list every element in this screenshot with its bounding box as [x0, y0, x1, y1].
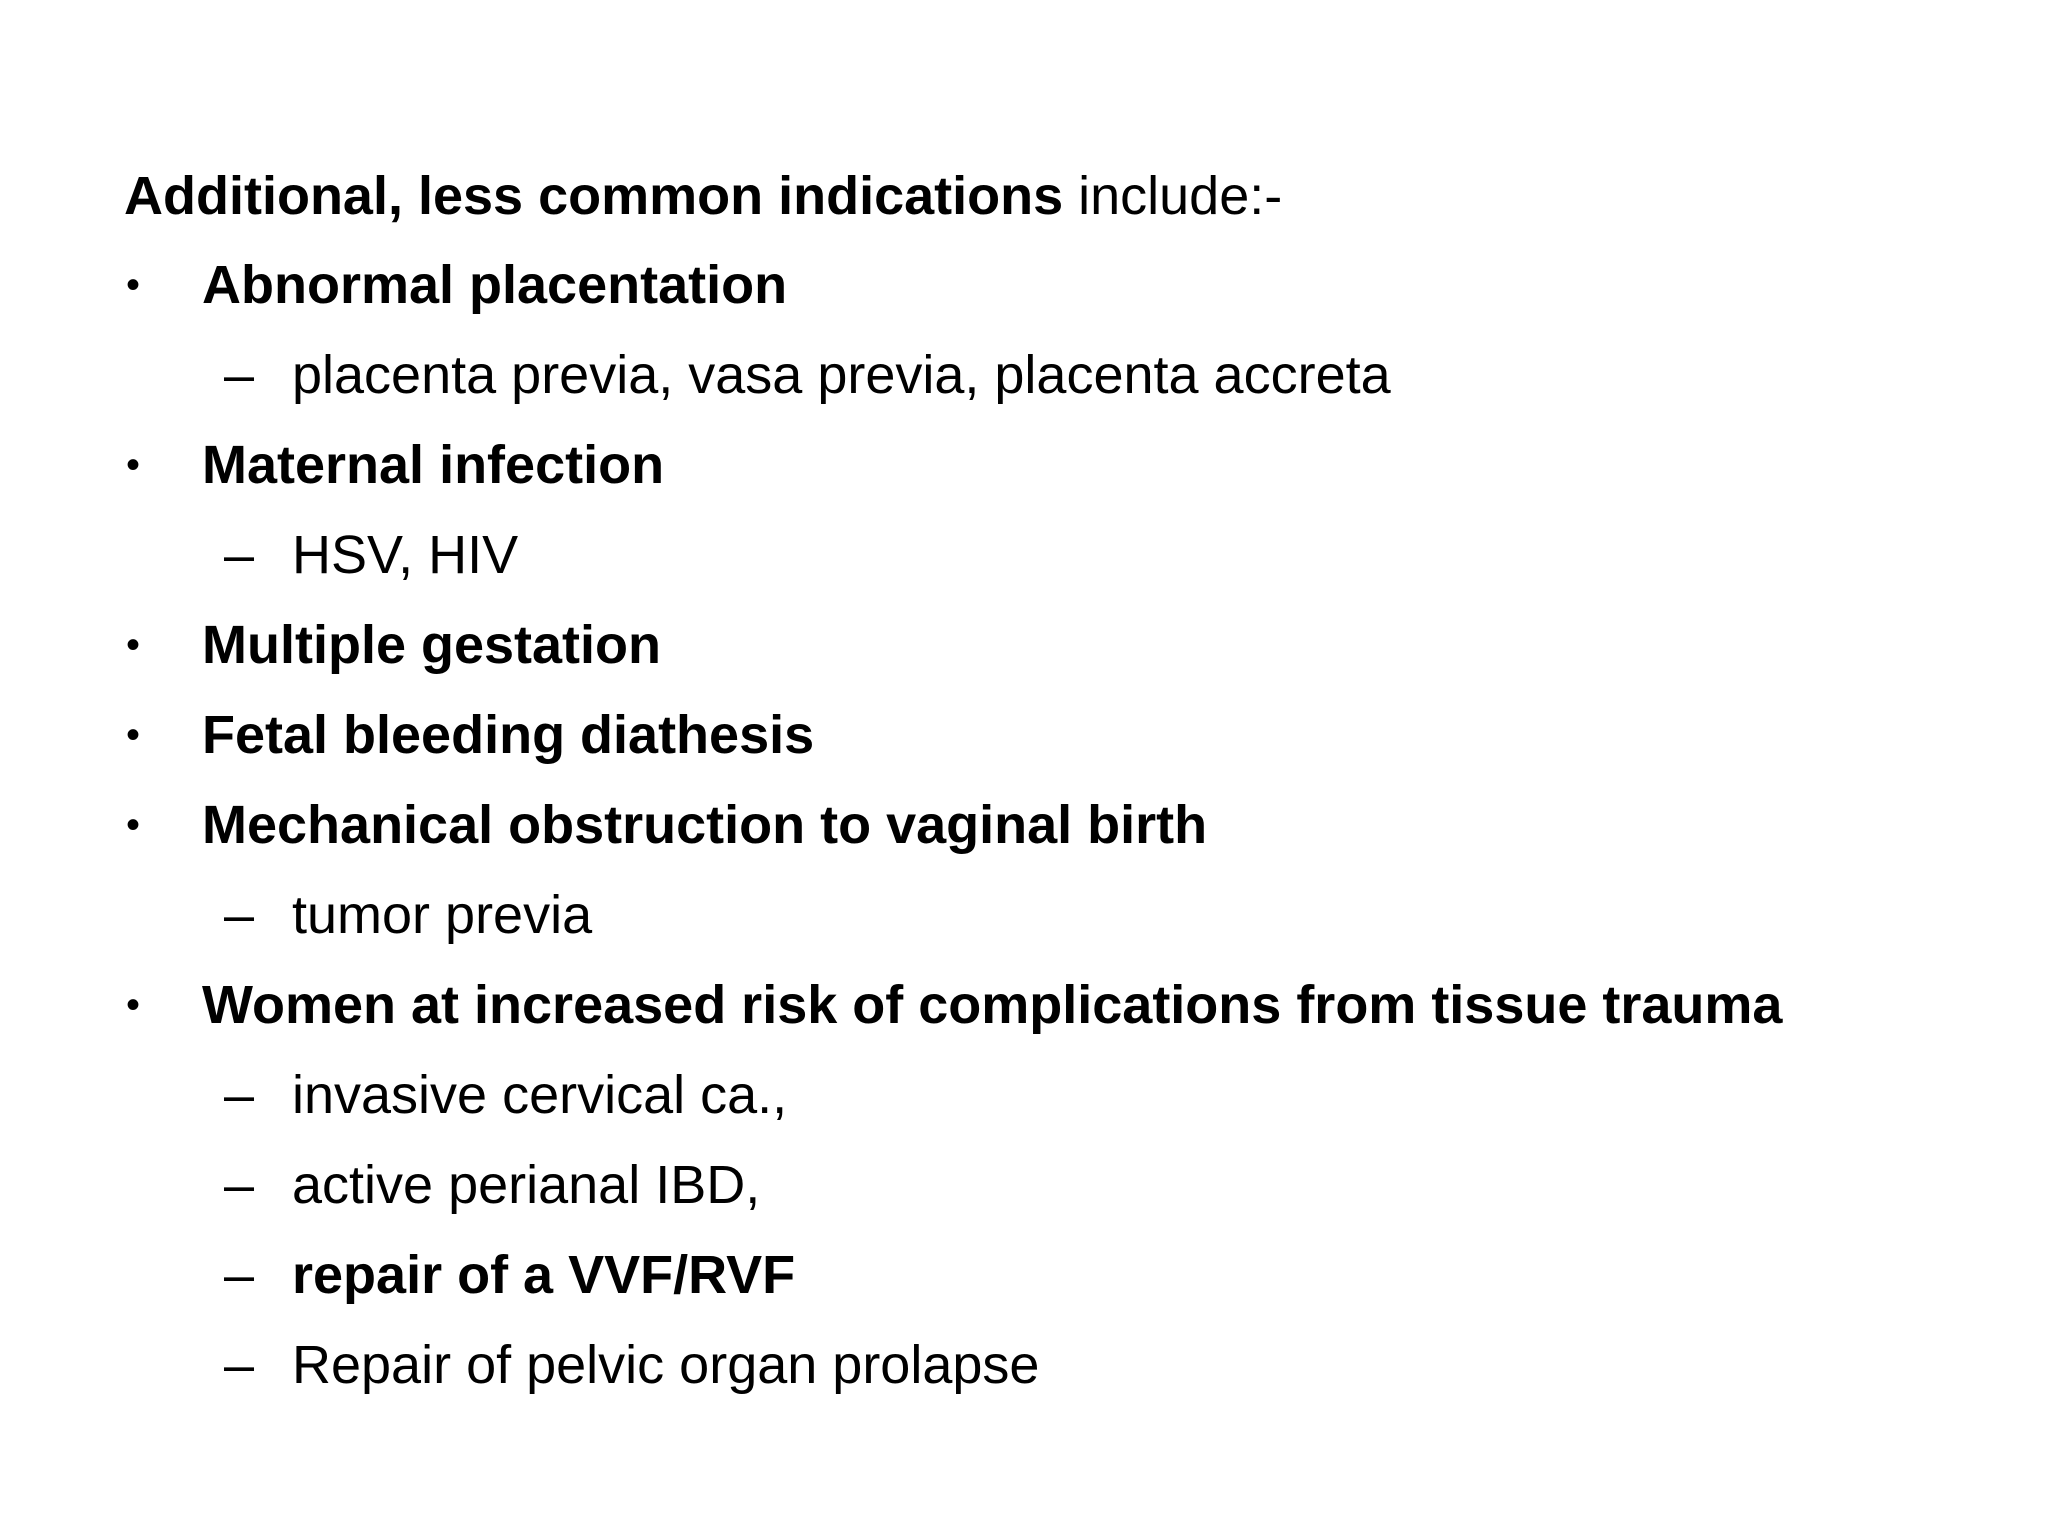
bullet-icon: •: [126, 623, 141, 667]
subitem-vvf-rvf-repair: repair of a VVF/RVF: [292, 1245, 796, 1305]
subitem-pelvic-prolapse-repair: Repair of pelvic organ prolapse: [292, 1335, 1040, 1395]
dash-icon: –: [224, 1065, 255, 1125]
bullet-item-mechanical-obstruction: Mechanical obstruction to vaginal birth: [202, 795, 1208, 855]
bullet-item-fetal-bleeding-diathesis: Fetal bleeding diathesis: [202, 705, 815, 765]
subitem-placentation-types: placenta previa, vasa previa, placenta accreta: [292, 345, 1391, 405]
subitem-infection-types: HSV, HIV: [292, 525, 519, 585]
dash-icon: –: [224, 1245, 255, 1305]
bullet-item-tissue-trauma-risk: Women at increased risk of complications from tissue trauma: [202, 975, 1783, 1035]
intro-bold-text: Additional, less common indications: [124, 166, 1064, 226]
intro-rest-text: include:-: [1063, 166, 1283, 226]
subitem-cervical-ca: invasive cervical ca.,: [292, 1065, 788, 1125]
dash-icon: –: [224, 525, 255, 585]
bullet-icon: •: [126, 443, 141, 487]
dash-icon: –: [224, 885, 255, 945]
bullet-item-abnormal-placentation: Abnormal placentation: [202, 255, 788, 315]
bullet-item-multiple-gestation: Multiple gestation: [202, 615, 661, 675]
dash-icon: –: [224, 1155, 255, 1215]
intro-line: [124, 163, 1282, 229]
subitem-perianal-ibd: active perianal IBD,: [292, 1155, 761, 1215]
bullet-item-maternal-infection: Maternal infection: [202, 435, 665, 495]
subitem-tumor-previa: tumor previa: [292, 885, 593, 945]
dash-icon: –: [224, 345, 255, 405]
bullet-icon: •: [126, 803, 141, 847]
bullet-icon: •: [126, 263, 141, 307]
bullet-icon: •: [126, 713, 141, 757]
bullet-icon: •: [126, 983, 141, 1027]
dash-icon: –: [224, 1335, 255, 1395]
